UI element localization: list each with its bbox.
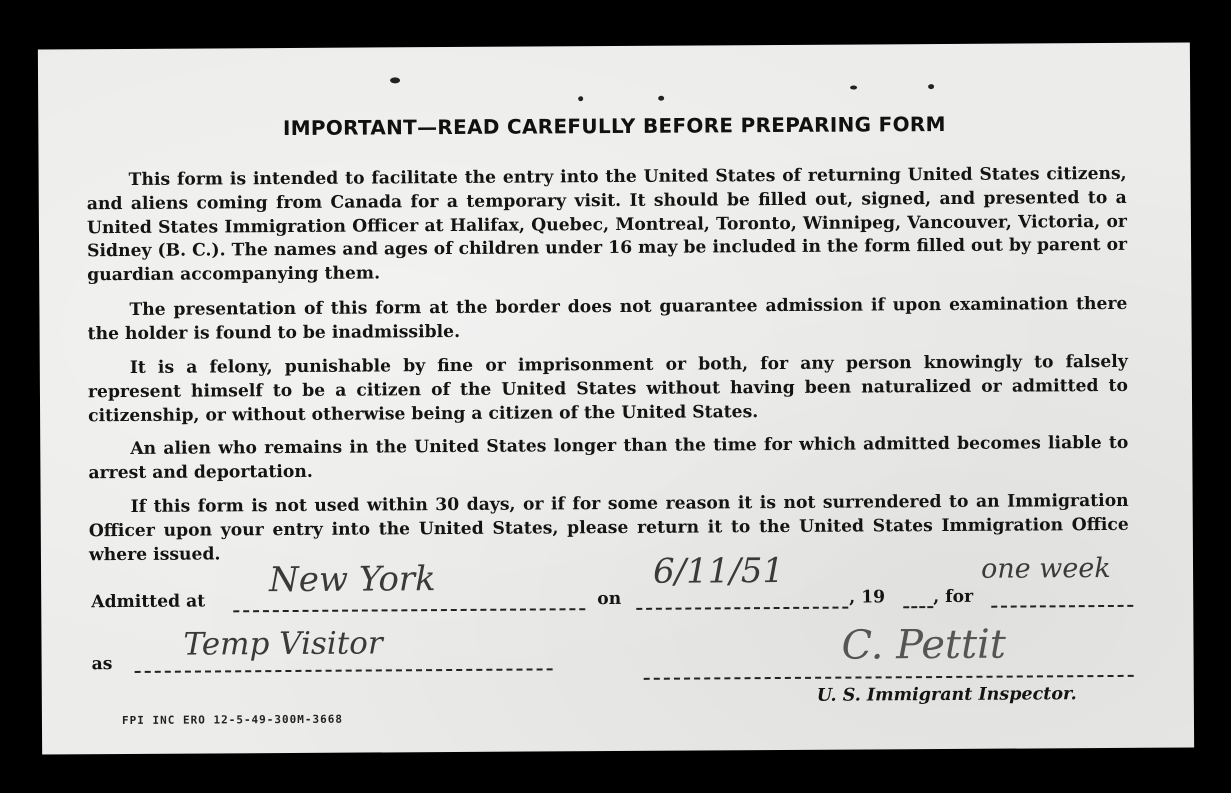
paragraph-presentation: The presentation of this form at the border does not guarantee admission if upon examination there the holder is found to be inadmissible. — [87, 293, 1128, 345]
printer-mark: FPI INC ERO 12-5-49-300M-3668 — [121, 712, 344, 728]
admitted-at-line — [233, 608, 585, 612]
paragraph-felony: It is a felony, punishable by fine or imprisonment or both, for any person knowingly to falsely represent himself to be a citizen of the United States without having been naturalized or admitted to citizenship, or without otherwise being a citizen of the United States. — [87, 351, 1128, 426]
admitted-at-label: Admitted at — [91, 591, 206, 613]
for-label: , for — [933, 586, 974, 608]
ink-speck — [390, 77, 400, 83]
immigration-card — [38, 42, 1194, 754]
ink-speck — [850, 86, 857, 90]
year-line — [903, 606, 933, 608]
paragraph-return: If this form is not used within 30 days, or if for some reason it is not surrendered to an Immigration Officer upon your entry into the United States, please return it to the United States Immigration Office where issued. — [88, 490, 1129, 565]
status-handwriting: Temp Visitor — [183, 625, 383, 663]
duration-handwriting: one week — [980, 552, 1111, 585]
status-line — [135, 668, 553, 673]
inspector-signature: C. Pettit — [841, 621, 1007, 669]
signature-line — [644, 675, 1134, 680]
admitted-place-handwriting: New York — [268, 559, 436, 601]
ink-speck — [578, 96, 583, 101]
paragraph-purpose: This form is intended to facilitate the entry into the United States of returning United States citizens, and aliens coming from Canada for a temporary visit. It should be filled out, signed, and presented to a United States Immigration Officer at Halifax, Quebec, Montreal, Toronto, Winnipeg, Vancouver, Victoria, or Sidney (B. C.). The names and ages of children under 16 may be included in the form filled out by parent or guardian accompanying them. — [86, 163, 1128, 286]
inspector-title: U. S. Immigrant Inspector. — [816, 684, 1077, 706]
as-label: as — [91, 654, 113, 675]
on-label: on — [597, 588, 622, 610]
form-title: IMPORTANT—READ CAREFULLY BEFORE PREPARING FORM — [282, 111, 946, 141]
duration-line — [991, 605, 1133, 608]
year-label: , 19 — [849, 587, 886, 608]
ink-speck — [928, 84, 934, 89]
date-line — [636, 607, 848, 610]
paragraph-alien: An alien who remains in the United States longer than the time for which admitted becomes liable to arrest and deportation. — [88, 432, 1129, 484]
date-handwriting: 6/11/51 — [652, 550, 785, 592]
ink-speck — [658, 96, 664, 101]
